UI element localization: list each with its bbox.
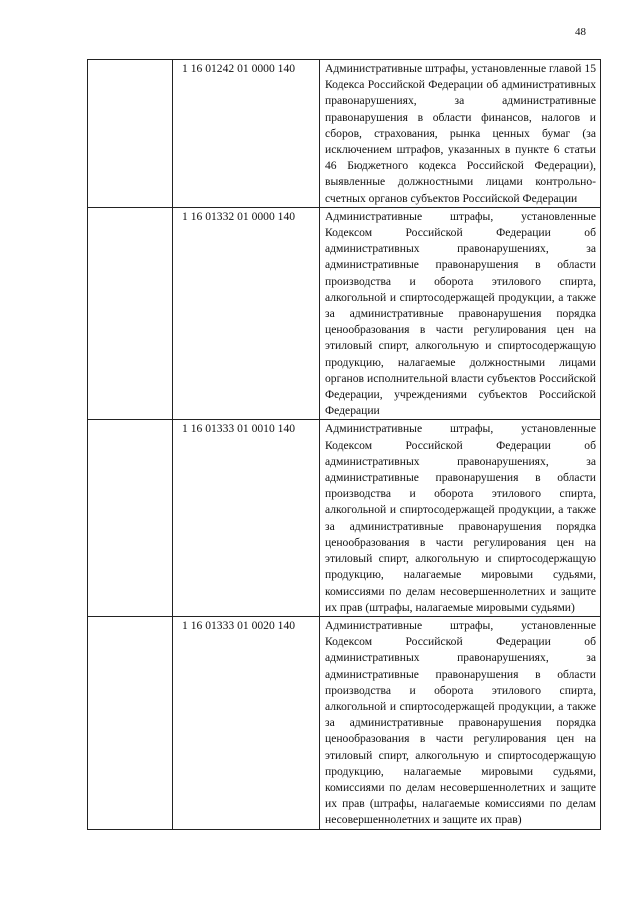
- description-cell: [320, 207, 601, 420]
- page-number: 48: [575, 26, 586, 38]
- empty-cell: [88, 616, 173, 829]
- empty-cell: [88, 60, 173, 208]
- table-row: [88, 420, 601, 616]
- empty-cell: [88, 420, 173, 616]
- table-row: [88, 60, 601, 208]
- description-text: Административные штрафы, установленные Кодексом Российской Федерации об административных правонарушениях, за административные правонарушения в области производства и оборота этилового спирта, алкогольной и спиртосодержащей продукции, а также за административные правонарушения порядка ценообразования в части регулирования цен на этиловый спирт, алкогольную и спиртосодержащую продукцию, налагаемые мировыми судьями, комиссиями по делам несовершеннолетних и защите их прав (штрафы, налагаемые комиссиями по делам несовершеннолетних и защите их прав): [325, 618, 596, 827]
- description-text: Административные штрафы, установленные Кодексом Российской Федерации об административных правонарушениях, за административные правонарушения в области производства и оборота этилового спирта, алкогольной и спиртосодержащей продукции, а также за административные правонарушения порядка ценообразования в части регулирования цен на этиловый спирт, алкогольную и спиртосодержащую продукцию, налагаемые должностными лицами органов исполнительной власти субъектов Российской Федерации, учреждениями субъектов Российской Федерации: [325, 209, 596, 418]
- description-cell: [320, 616, 601, 829]
- description-text: Административные штрафы, установленные Кодексом Российской Федерации об административных правонарушениях, за административные правонарушения в области производства и оборота этилового спирта, алкогольной и спиртосодержащей продукции, а также за административные правонарушения порядка ценообразования в части регулирования цен на этиловый спирт, алкогольную и спиртосодержащую продукцию, налагаемые мировыми судьями, комиссиями по делам несовершеннолетних и защите их прав (штрафы, налагаемые мировыми судьями): [325, 422, 596, 614]
- budget-codes-table: [87, 59, 601, 830]
- empty-cell: [88, 207, 173, 420]
- budget-code-cell: 1 16 01333 01 0010 140: [173, 420, 320, 616]
- budget-code-cell: 1 16 01333 01 0020 140: [173, 616, 320, 829]
- description-cell: [320, 60, 601, 208]
- description-text: Административные штрафы, установленные главой 15 Кодекса Российской Федерации об административных правонарушениях, за административные правонарушения в области финансов, налогов и сборов, страхования, рынка ценных бумаг (за исключением штрафов, указанных в пункте 6 статьи 46 Бюджетного кодекса Российской Федерации), выявленные должностными лицами контрольно-счетных органов субъектов Российской Федерации: [325, 62, 596, 205]
- table-row: [88, 207, 601, 420]
- budget-code-cell: 1 16 01242 01 0000 140: [173, 60, 320, 208]
- budget-code-cell: 1 16 01332 01 0000 140: [173, 207, 320, 420]
- description-cell: [320, 420, 601, 616]
- table-row: [88, 616, 601, 829]
